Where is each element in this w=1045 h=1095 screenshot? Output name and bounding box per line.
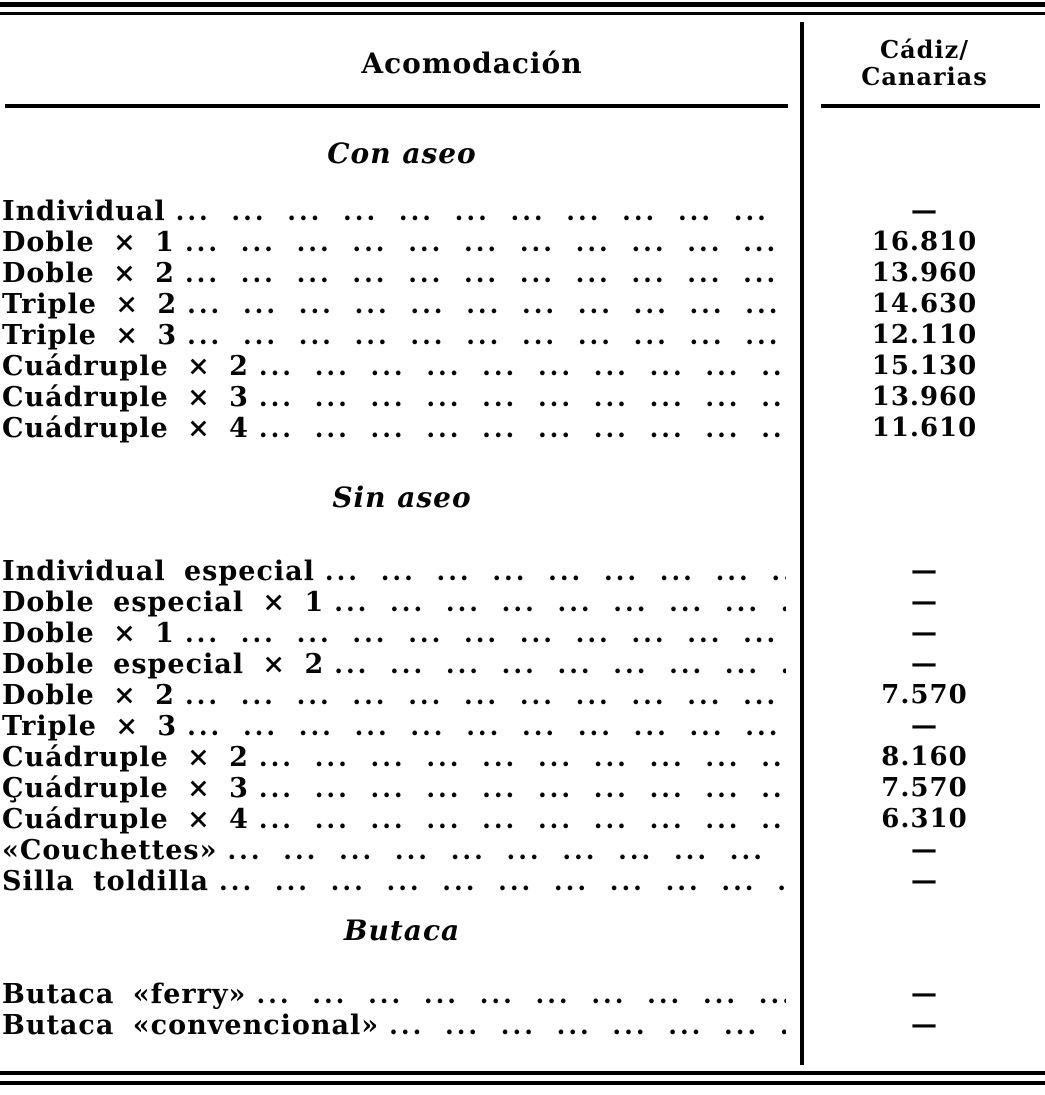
dot-leaders: [256, 979, 786, 1010]
row-value: —: [911, 649, 938, 679]
dot-leaders: [227, 835, 786, 866]
dot-leaders: [219, 866, 786, 897]
row-label: Triple × 3: [2, 711, 178, 742]
section-rows: [0, 556, 1045, 897]
row-value: 7.570: [881, 680, 968, 710]
row-value: 13.960: [871, 382, 978, 412]
table-row: [0, 742, 1045, 773]
dot-leaders: [259, 773, 786, 804]
table-row: [0, 680, 1045, 711]
table-row: [0, 289, 1045, 320]
table-row: [0, 351, 1045, 382]
section-heading: Butaca: [343, 914, 461, 947]
dot-leaders: [325, 556, 786, 587]
table-row: [0, 649, 1045, 680]
dot-leaders: [185, 680, 786, 711]
bottom-double-rule-line2: [0, 1081, 1045, 1085]
row-value: —: [911, 196, 938, 226]
table-row: [0, 1010, 1045, 1041]
top-double-rule-line2: [0, 12, 1045, 15]
dot-leaders: [187, 711, 786, 742]
row-label: «Couchettes»: [2, 835, 218, 866]
dot-leaders: [259, 351, 786, 382]
row-value: 11.610: [871, 413, 978, 443]
dot-leaders: [176, 196, 786, 227]
dot-leaders: [185, 618, 786, 649]
row-value: —: [911, 711, 938, 741]
dot-leaders: [259, 804, 786, 835]
row-label: Cuádruple × 4: [2, 804, 249, 835]
header-cadiz-line: Cádiz/: [880, 35, 969, 64]
top-double-rule-line1: [0, 2, 1045, 7]
table-row: [0, 227, 1045, 258]
header-underline-left: [5, 104, 788, 108]
row-value: —: [911, 556, 938, 586]
dot-leaders: [187, 289, 786, 320]
row-label: Triple × 3: [2, 320, 178, 351]
section-heading: Sin aseo: [332, 481, 472, 514]
dot-leaders: [334, 649, 786, 680]
section-heading: Con aseo: [327, 137, 477, 170]
table-row: [0, 413, 1045, 444]
table-row: [0, 258, 1045, 289]
row-value: —: [911, 866, 938, 896]
row-label: Doble especial × 2: [2, 649, 325, 680]
row-label: Butaca «convencional»: [2, 1010, 380, 1041]
table-row: [0, 382, 1045, 413]
dot-leaders: [185, 227, 786, 258]
row-value: —: [911, 618, 938, 648]
row-label: Doble × 2: [2, 680, 175, 711]
dot-leaders: [389, 1010, 786, 1041]
row-value: 16.810: [871, 227, 978, 257]
table-row: [0, 618, 1045, 649]
row-label: Triple × 2: [2, 289, 178, 320]
row-value: —: [911, 979, 938, 1009]
row-value: 8.160: [881, 742, 968, 772]
dot-leaders: [187, 320, 786, 351]
bottom-double-rule-line1: [0, 1071, 1045, 1075]
table-row: [0, 835, 1045, 866]
row-label: Butaca «ferry»: [2, 979, 247, 1010]
row-value: 15.130: [871, 351, 978, 381]
row-label: Doble especial × 1: [2, 587, 325, 618]
row-label: Doble × 1: [2, 227, 175, 258]
section-butaca: [0, 897, 1045, 1041]
row-label: Silla toldilla: [2, 866, 210, 897]
row-label: Cuádruple × 2: [2, 742, 249, 773]
section-con-aseo: [0, 108, 1045, 444]
row-value: —: [911, 835, 938, 865]
dot-leaders: [259, 413, 786, 444]
row-label: Individual especial: [2, 556, 315, 587]
row-value: —: [911, 587, 938, 617]
table-row: [0, 804, 1045, 835]
table-row: [0, 711, 1045, 742]
table-header-row: [0, 22, 1045, 104]
row-value: 14.630: [871, 289, 978, 319]
row-value: 13.960: [871, 258, 978, 288]
table-row: [0, 587, 1045, 618]
table-row: [0, 196, 1045, 227]
column-header-acomodacion: Acomodación: [361, 46, 583, 80]
section-rows: [0, 979, 1045, 1041]
table-row: [0, 556, 1045, 587]
section-sin-aseo: [0, 444, 1045, 897]
row-value: 7.570: [881, 773, 968, 803]
row-label: Individual: [2, 196, 166, 227]
row-label: Cuádruple × 2: [2, 351, 249, 382]
row-label: Doble × 1: [2, 618, 175, 649]
dot-leaders: [259, 742, 786, 773]
row-value: —: [911, 1010, 938, 1040]
table-row: [0, 320, 1045, 351]
table-row: [0, 866, 1045, 897]
row-value: 6.310: [881, 804, 968, 834]
row-label: Doble × 2: [2, 258, 175, 289]
section-rows: [0, 196, 1045, 444]
table-row: [0, 773, 1045, 804]
row-label: Cuádruple × 3: [2, 382, 249, 413]
table-row: [0, 979, 1045, 1010]
row-label: Çuádruple × 3: [2, 773, 249, 804]
dot-leaders: [334, 587, 786, 618]
header-canarias-line: Canarias: [861, 62, 988, 91]
row-value: 12.110: [871, 320, 978, 350]
dot-leaders: [259, 382, 786, 413]
row-label: Cuádruple × 4: [2, 413, 249, 444]
dot-leaders: [185, 258, 786, 289]
